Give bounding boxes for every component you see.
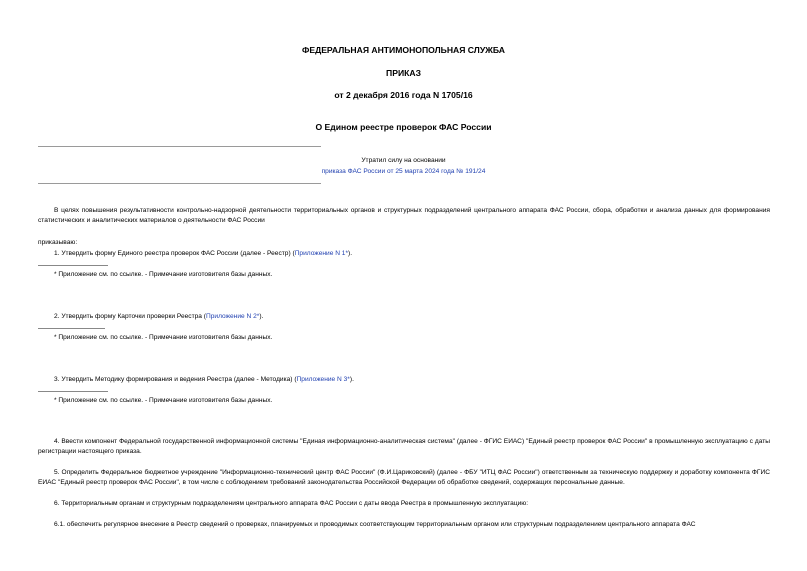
footnote-divider-3: [38, 391, 108, 392]
status-link[interactable]: приказа ФАС России от 25 марта 2024 года № 191/24: [321, 168, 486, 175]
item-5: 5. Определить Федеральное бюджетное учреждение "Информационно-технический центр ФАС России" (Ф.И.Цариковский) (далее - ФБУ "ИТЦ ФАС России") ответственным за техническую поддержку и доработку компонента ФГИС ЕИАС "Единый реестр проверок ФАС России", в том числе с соблюдением требований законодательства Российской Федерации об обработке сведений, содержащих персональные данные.: [38, 469, 770, 486]
divider-top: [38, 146, 321, 147]
footnote-divider-2: [38, 328, 105, 329]
item-1-text: 1. Утвердить форму Единого реестра проверок ФАС России (далее - Реестр) (: [54, 250, 295, 257]
item-4: 4. Ввести компонент Федеральной государственной информационной системы "Единая информационно-аналитическая система" (далее - ФГИС ЕИАС) "Единый реестр проверок ФАС России" в промышленную эксплуатацию с даты регистрации настоящего приказа.: [38, 438, 770, 455]
doc-type-heading: ПРИКАЗ: [386, 68, 421, 78]
appendix-1-link[interactable]: Приложение N 1*: [294, 250, 349, 257]
item-1: [54, 249, 352, 259]
footnote-2: * Приложение см. по ссылке. - Примечание изготовителя базы данных.: [54, 334, 273, 341]
item-1-close: ).: [348, 250, 353, 257]
appendix-3-link[interactable]: Приложение N 3*: [296, 376, 350, 383]
appendix-2-link[interactable]: Приложение N 2*: [206, 313, 260, 320]
item-6: 6. Территориальным органам и структурным подразделениям центрального аппарата ФАС России с даты ввода Реестра в промышленную эксплуатацию:: [54, 500, 529, 507]
status-text: Утратил силу на основании: [361, 157, 446, 164]
intro-paragraph: В целях повышения результативности контрольно-надзорной деятельности территориальных органов и структурных подразделений центрального аппарата ФАС России, сбора, обработки и анализа данных для формирования статистических и аналитических материалов о деятельности ФАС России: [38, 207, 770, 224]
footnote-1: * Приложение см. по ссылке. - Примечание изготовителя базы данных.: [54, 271, 273, 278]
document-title: О Едином реестре проверок ФАС России: [315, 122, 492, 132]
item-2-close: ).: [259, 313, 264, 320]
item-3-text: 3. Утвердить Методику формирования и ведения Реестра (далее - Методика) (: [54, 376, 297, 383]
footnote-divider-1: [38, 265, 108, 266]
item-2-text: 2. Утвердить форму Карточки проверки Реестра (: [54, 313, 206, 320]
item-6-1: 6.1. обеспечить регулярное внесение в Реестр сведений о проверках, планируемых и проводимых соответствующим территориальным органом или структурным подразделением центрального аппарата ФАС: [54, 521, 696, 528]
divider-bottom: [38, 183, 321, 184]
item-3-close: ).: [349, 376, 354, 383]
orders-word: приказываю:: [38, 239, 78, 246]
item-3: [54, 375, 354, 385]
item-2: [54, 312, 263, 322]
agency-heading: ФЕДЕРАЛЬНАЯ АНТИМОНОПОЛЬНАЯ СЛУЖБА: [302, 45, 505, 55]
footnote-3: * Приложение см. по ссылке. - Примечание изготовителя базы данных.: [54, 397, 273, 404]
date-number: от 2 декабря 2016 года N 1705/16: [334, 90, 473, 100]
